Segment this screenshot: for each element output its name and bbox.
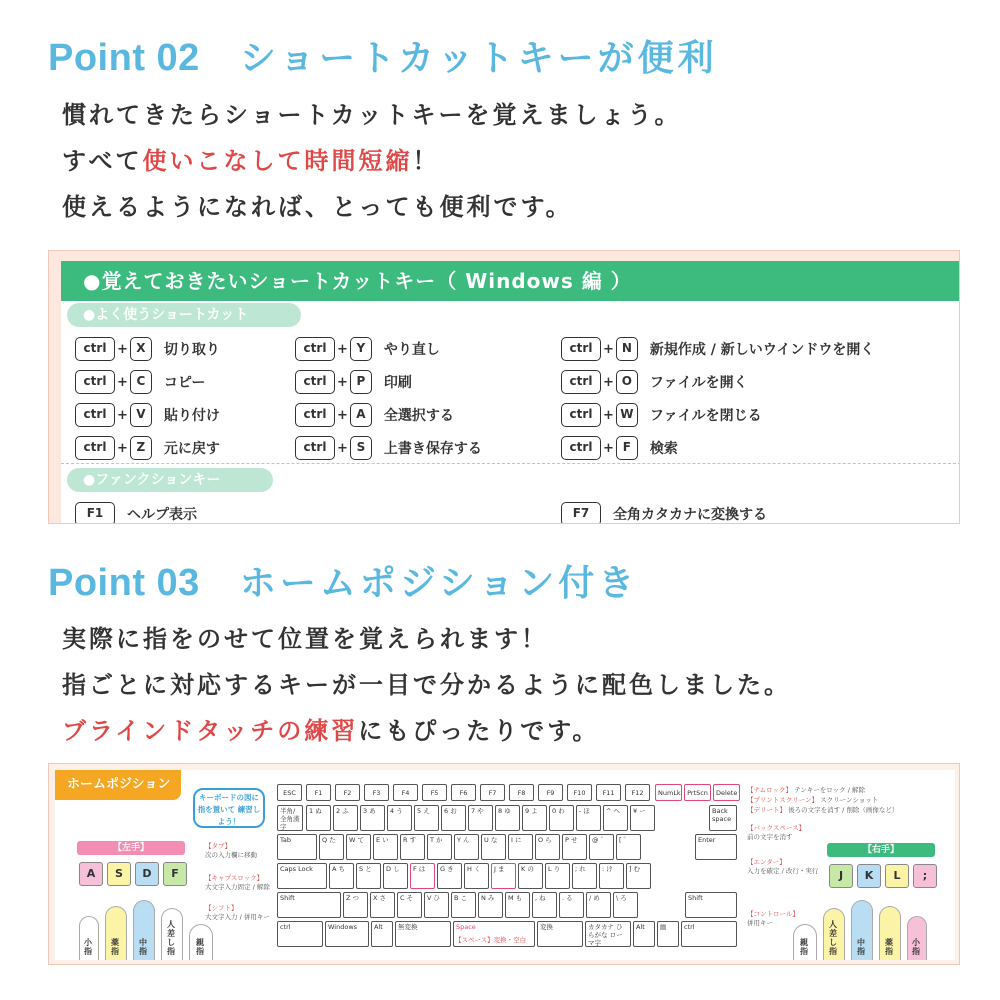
bottom-row-key: 無変換 [395,921,451,947]
plus-sign: + [117,440,128,456]
annotation-title: 【ナムロック】 [747,786,793,794]
function-row-key: F3 [364,784,389,801]
home-key-right: K [857,864,881,888]
shortcut-panel-body [61,261,960,524]
shortcut-item [295,369,412,395]
annotation-title: 【エンター】 [747,858,786,866]
shortcut-description: 検索 [649,441,678,457]
number-row-key: ^ へ [603,805,628,831]
left-hand-label: 【左手】 [77,841,185,855]
annotation-subtitle: 後ろの文字を消す / 削除（画像など） [786,806,899,814]
shortcut-item [561,369,748,395]
letter-key: Z [130,436,152,460]
q-row-key: Q た [319,834,344,860]
text-line [62,138,682,184]
z-row-key: N み [478,892,503,918]
finger-label: 親 指 [800,938,808,956]
home-key-left: D [135,862,159,886]
shortcut-description: 上書き保存する [383,441,482,457]
annotation-right [747,824,805,842]
z-row-key: X さ [370,892,395,918]
bottom-row-key: Alt [633,921,655,947]
q-row-key: I に [508,834,533,860]
shortcut-description: 新規作成 / 新しいウインドウを開く [649,342,875,358]
highlight-text: ブラインドタッチの練習 [62,717,359,745]
annotation-left [205,874,270,892]
annotation-title: 【バックスペース】 [747,824,806,832]
a-row-key: K の [518,863,543,889]
plus-sign: + [337,374,348,390]
finger-label: 親 指 [196,938,204,956]
shortcut-description: ファイルを開く [649,375,748,391]
z-row-key: \ ろ [613,892,638,918]
annotation-subtitle: 大文字入力固定 / 解除 [205,883,270,891]
z-row-key: V ひ [424,892,449,918]
q-row-key: [ ゜ [616,834,641,860]
number-row-key: 9 よ [522,805,547,831]
q-row-key: O ら [535,834,560,860]
ctrl-key: ctrl [561,370,601,394]
right-hand-label: 【右手】 [827,843,935,857]
annotation-subtitle: 併用キー [747,919,773,927]
function-row-key: PrtScn [684,784,711,801]
function-row-key: F11 [596,784,621,801]
z-row-key: M も [505,892,530,918]
bottom-row-key: カタカナ ひらがな ローマ字 [585,921,631,947]
function-key-description: 全角カタカナに変換する [613,507,767,523]
letter-key: S [350,436,372,460]
home-key-left: F [163,862,187,886]
number-row-key: 2 ふ [333,805,358,831]
point-03-text [62,616,791,754]
function-row-key: F7 [480,784,505,801]
number-row-key: 1 ぬ [306,805,331,831]
home-key-left: S [107,862,131,886]
point-title: ホームポジション付き [239,563,639,604]
annotation-subtitle: テンキーをロック / 解除 [792,786,865,794]
annotation-left [205,904,270,922]
function-key-item [75,501,197,524]
number-row-key: 6 お [441,805,466,831]
function-key-item [561,501,767,524]
home-key-right: J [829,864,853,888]
z-row-key: / め [586,892,611,918]
a-row-key: J ま [491,863,516,889]
number-row-key: 3 あ [360,805,385,831]
function-row-key: Delete [713,784,740,801]
bottom-row-key: 変換 [537,921,583,947]
letter-key: W [616,403,638,427]
shift-key: Shift [685,892,737,918]
letter-key: C [130,370,152,394]
letter-key: P [350,370,372,394]
a-row-key: F は [410,863,435,889]
finger-label: 中 指 [857,938,865,956]
annotation-subtitle: 次の入力欄に移動 [205,851,257,859]
a-row-key: H く [464,863,489,889]
point-02-text [62,92,682,230]
tab-key: Tab [277,834,317,860]
annotation-subtitle: 前の文字を消す [747,833,793,841]
shortcut-item [295,435,482,461]
letter-key: N [616,337,638,361]
shift-key: Shift [277,892,341,918]
point-label: Point 02 [48,37,200,79]
shortcut-description: 貼り付け [163,408,220,424]
ctrl-key: ctrl [75,436,115,460]
number-row-key: 8 ゆ [495,805,520,831]
annotation-title: 【プリントスクリーン】 [747,796,819,804]
a-row-key: ; れ [572,863,597,889]
point-title: ショートカットキーが便利 [239,38,718,79]
shortcut-subheading: ●よく使うショートカット [67,303,301,327]
annotation-title: 【コントロール】 [747,910,799,918]
shortcut-item [561,402,762,428]
enter-key: Enter [695,834,737,860]
speech-bubble: キーボードの図に 指を置いて 練習しよう！ [193,788,265,828]
annotation-right [747,806,898,815]
bottom-row-key: Alt [371,921,393,947]
letter-key: Y [350,337,372,361]
shortcut-item [75,402,220,428]
function-row-key: NumLk [655,784,682,801]
a-row-key: A ち [329,863,354,889]
shortcut-description: 切り取り [163,342,220,358]
number-row-key: - ほ [576,805,601,831]
shortcut-item [295,402,454,428]
shortcut-description: コピー [163,375,206,391]
bottom-row-key: ctrl [681,921,737,947]
function-row-key: F12 [625,784,650,801]
ctrl-key: ctrl [295,436,335,460]
ctrl-key: ctrl [75,337,115,361]
bottom-row-key: Windows [325,921,369,947]
letter-key: V [130,403,152,427]
finger-label: 中 指 [139,938,147,956]
shortcut-description: ファイルを閉じる [649,408,762,424]
z-row-key: C そ [397,892,422,918]
function-row-key: F4 [393,784,418,801]
finger-label: 小 指 [912,938,920,956]
home-key-right: ; [913,864,937,888]
shortcut-item [75,369,205,395]
ctrl-key: ctrl [295,403,335,427]
shortcut-item [561,435,678,461]
point-02-heading [48,30,718,81]
shortcut-panel [48,250,960,524]
q-row-key: E い [373,834,398,860]
annotation-right [747,796,878,805]
space-key: Space [453,921,535,947]
text-line: 使えるようになれば、とっても便利です。 [62,193,573,221]
a-row-key: : け [599,863,624,889]
shortcut-description: やり直し [383,342,440,358]
plus-sign: + [337,341,348,357]
z-row-key: , ね [532,892,557,918]
annotation-subtitle: 入力を確定 / 改行・実行 [747,867,819,875]
shortcut-item [295,336,440,362]
ctrl-key: ctrl [561,337,601,361]
number-row-key: 5 え [414,805,439,831]
letter-key: X [130,337,152,361]
plus-sign: + [337,407,348,423]
ctrl-key: ctrl [295,370,335,394]
a-row-key: D し [383,863,408,889]
ctrl-key: ctrl [75,403,115,427]
function-row-key: F10 [567,784,592,801]
q-row-key: R す [400,834,425,860]
z-row-key: B こ [451,892,476,918]
z-row-key: Z つ [343,892,368,918]
home-position-tab: ホームポジション [55,770,181,800]
finger-label: 人 差 し 指 [167,920,175,956]
text-line: 慣れてきたらショートカットキーを覚えましょう。 [62,101,682,129]
q-row-key: P せ [562,834,587,860]
shortcut-description: 印刷 [383,375,412,391]
number-row-key: ¥ ー [630,805,655,831]
ctrl-key: ctrl [561,403,601,427]
function-key-subheading: ●ファンクションキー [67,468,273,492]
z-row-key: . る [559,892,584,918]
q-row-key: @ ゛ [589,834,614,860]
plus-sign: + [117,341,128,357]
annotation-title: 【デリート】 [747,806,786,814]
annotation-title: 【タブ】 [205,842,232,850]
function-row-key: F2 [335,784,360,801]
number-row-key: 4 う [387,805,412,831]
number-row-key: 7 や [468,805,493,831]
ctrl-key: ctrl [295,337,335,361]
shortcut-item [75,435,220,461]
text-line [62,708,791,754]
bottom-row-key: ▤ [657,921,679,947]
function-key: F1 [75,502,115,524]
annotation-right [747,858,818,876]
keyboard-illustration [55,770,955,960]
plus-sign: + [603,341,614,357]
divider [61,463,960,464]
backspace-key: Back space [709,805,737,831]
q-row-key: U な [481,834,506,860]
function-key: F7 [561,502,601,524]
annotation-title: 【シフト】 [205,904,238,912]
annotation-subtitle: スクリーンショット [818,796,879,804]
text-span: ！ [412,147,440,175]
bottom-row-key: ctrl [277,921,323,947]
text-line: 実際に指をのせて位置を覚えられます！ [62,625,548,653]
function-row-key: F5 [422,784,447,801]
shortcut-description: 元に戻す [163,441,220,457]
q-row-key: W て [346,834,371,860]
annotation-subtitle: 大文字入力 / 併用キー [205,913,270,921]
annotation-left [205,842,257,860]
plus-sign: + [337,440,348,456]
number-row-key: 0 わ [549,805,574,831]
function-row-key: F1 [306,784,331,801]
shortcut-item [561,336,874,362]
q-row-key: Y ん [454,834,479,860]
home-key-left: A [79,862,103,886]
shortcut-item [75,336,220,362]
shortcut-description: 全選択する [383,408,454,424]
finger-label: 薬 指 [885,938,893,956]
text-span: すべて [62,147,143,175]
plus-sign: + [117,374,128,390]
function-row-key: ESC [277,784,302,801]
function-row-key: F6 [451,784,476,801]
zenkaku-key: 半角/全角漢字 [277,805,303,831]
space-key-caption: 【スペース】変換・空白 [455,936,527,944]
highlight-text: 使いこなして時間短縮 [142,147,413,175]
home-position-keyboard [48,763,960,965]
a-row-key: ] む [626,863,651,889]
annotation-right [747,910,799,928]
finger-label: 人 差 し 指 [829,920,837,956]
function-row-key: F8 [509,784,534,801]
plus-sign: + [603,374,614,390]
plus-sign: + [603,440,614,456]
point-03-heading [48,555,638,606]
a-row-key: G き [437,863,462,889]
letter-key: O [616,370,638,394]
plus-sign: + [603,407,614,423]
finger-label: 薬 指 [111,938,119,956]
letter-key: A [350,403,372,427]
a-row-key: S と [356,863,381,889]
function-key-description: ヘルプ表示 [127,507,197,523]
plus-sign: + [117,407,128,423]
annotation-right [747,786,865,795]
shortcut-panel-title: ●覚えておきたいショートカットキー（ Windows 編 ） [61,261,960,301]
point-label: Point 03 [48,562,200,604]
text-line: 指ごとに対応するキーが一目で分かるように配色しました。 [62,671,791,699]
ctrl-key: ctrl [75,370,115,394]
function-row-key: F9 [538,784,563,801]
ctrl-key: ctrl [561,436,601,460]
a-row-key: L り [545,863,570,889]
letter-key: F [616,436,638,460]
home-key-right: L [885,864,909,888]
annotation-title: 【キャプスロック】 [205,874,264,882]
caps-lock-key: Caps Lock [277,863,327,889]
q-row-key: T か [427,834,452,860]
text-span: にもぴったりです。 [358,717,600,745]
finger-label: 小 指 [84,938,92,956]
